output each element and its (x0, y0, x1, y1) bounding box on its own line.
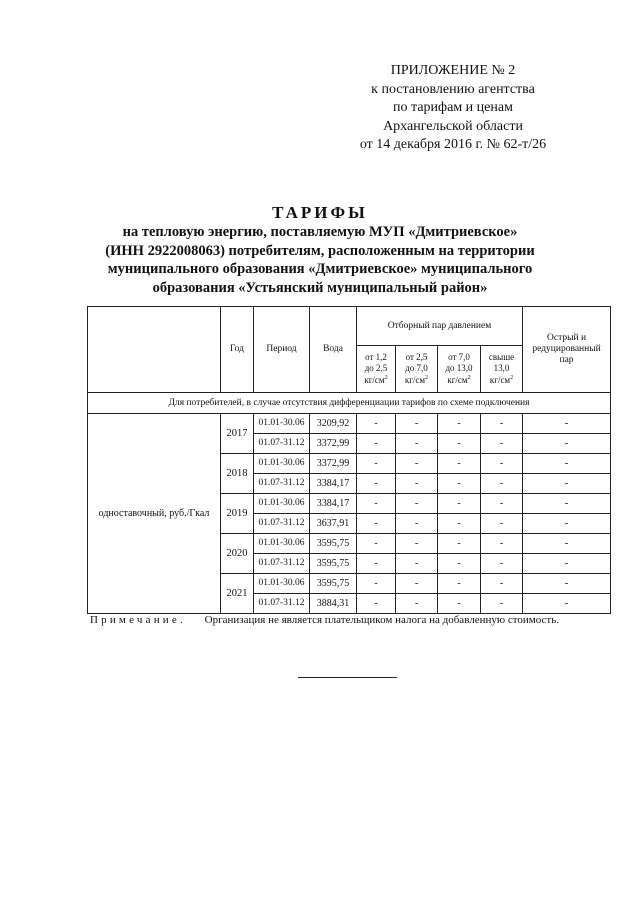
appendix-line: Архангельской области (383, 118, 523, 134)
steam-tariff-cell: - (438, 414, 481, 434)
steam-tariff-cell: - (396, 454, 438, 474)
steam-tariff-cell: - (481, 454, 523, 474)
steam-tariff-cell: - (438, 494, 481, 514)
steam-tariff-cell: - (438, 594, 481, 614)
header-steam-group: Отборный пар давлением (357, 307, 523, 346)
water-tariff-cell: 3384,17 (310, 494, 357, 514)
water-tariff-cell: 3595,75 (310, 574, 357, 594)
subtitle-line: (ИНН 2922008063) потребителям, расположенным на территории (105, 242, 535, 259)
water-tariff-cell: 3595,75 (310, 534, 357, 554)
year-cell: 2020 (221, 534, 254, 574)
water-tariff-cell: 3384,17 (310, 474, 357, 494)
header-empty-cell (88, 307, 221, 393)
sharp-steam-tariff-cell: - (523, 494, 611, 514)
appendix-line: по тарифам и ценам (393, 100, 513, 115)
water-tariff-cell: 3637,91 (310, 514, 357, 534)
water-tariff-cell: 3884,31 (310, 594, 357, 614)
sharp-steam-tariff-cell: - (523, 434, 611, 454)
steam-tariff-cell: - (438, 574, 481, 594)
subtitle-line: на тепловую энергию, поставляемую МУП «Дмитриевское» (122, 224, 518, 240)
table-group-row (88, 393, 611, 414)
period-cell: 01.01-30.06 (254, 574, 310, 594)
steam-tariff-cell: - (481, 474, 523, 494)
document-subtitle (80, 223, 560, 297)
divider-line (298, 677, 397, 678)
water-tariff-cell: 3595,75 (310, 554, 357, 574)
year-cell: 2018 (221, 454, 254, 494)
steam-tariff-cell: - (357, 594, 396, 614)
consumer-group-label: Для потребителей, в случае отсутствия дифференциации тарифов по схеме подключения (88, 393, 611, 414)
sharp-steam-tariff-cell: - (523, 554, 611, 574)
water-tariff-cell: 3209,92 (310, 414, 357, 434)
steam-tariff-cell: - (438, 554, 481, 574)
steam-tariff-cell: - (357, 534, 396, 554)
table-row (88, 414, 611, 434)
sharp-steam-tariff-cell: - (523, 454, 611, 474)
water-tariff-cell: 3372,99 (310, 434, 357, 454)
steam-tariff-cell: - (396, 554, 438, 574)
header-water: Вода (310, 307, 357, 393)
steam-tariff-cell: - (438, 514, 481, 534)
period-cell: 01.07-31.12 (254, 514, 310, 534)
period-cell: 01.01-30.06 (254, 494, 310, 514)
period-cell: 01.07-31.12 (254, 554, 310, 574)
steam-tariff-cell: - (481, 574, 523, 594)
year-cell: 2021 (221, 574, 254, 614)
steam-tariff-cell: - (357, 554, 396, 574)
steam-tariff-cell: - (396, 434, 438, 454)
steam-tariff-cell: - (481, 414, 523, 434)
steam-tariff-cell: - (357, 454, 396, 474)
year-cell: 2017 (221, 414, 254, 454)
steam-tariff-cell: - (396, 514, 438, 534)
subtitle-line: муниципального образования «Дмитриевское» муниципального (107, 261, 533, 277)
header-steam-col: от 7,0 до 13,0 $кг/см^2$ (438, 346, 481, 393)
steam-tariff-cell: - (396, 534, 438, 554)
subtitle-line: образования «Устьянский муниципальный район» (152, 279, 488, 296)
note-label: Примечание. (90, 614, 186, 626)
steam-tariff-cell: - (396, 494, 438, 514)
sharp-steam-tariff-cell: - (523, 534, 611, 554)
steam-tariff-cell: - (481, 514, 523, 534)
tariff-table (87, 306, 611, 614)
steam-tariff-cell: - (438, 534, 481, 554)
period-cell: 01.01-30.06 (254, 454, 310, 474)
header-steam-col: от 1,2 до 2,5 $кг/см^2$ (357, 346, 396, 393)
sharp-steam-tariff-cell: - (523, 594, 611, 614)
year-cell: 2019 (221, 494, 254, 534)
sharp-steam-tariff-cell: - (523, 414, 611, 434)
header-steam-col: свыше 13,0 $кг/см^2$ (481, 346, 523, 393)
appendix-line: ПРИЛОЖЕНИЕ № 2 (390, 63, 516, 78)
steam-tariff-cell: - (438, 474, 481, 494)
steam-tariff-cell: - (396, 574, 438, 594)
steam-tariff-cell: - (357, 414, 396, 434)
header-sharp-steam: Острый и редуцированный пар (523, 307, 611, 393)
tariff-category: одноставочный, руб./Гкал (88, 414, 221, 614)
period-cell: 01.07-31.12 (254, 434, 310, 454)
steam-tariff-cell: - (357, 574, 396, 594)
water-tariff-cell: 3372,99 (310, 454, 357, 474)
appendix-header (338, 62, 568, 155)
appendix-line: к постановлению агентства (371, 81, 535, 97)
period-cell: 01.07-31.12 (254, 474, 310, 494)
steam-tariff-cell: - (481, 554, 523, 574)
header-period: Период (254, 307, 310, 393)
sharp-steam-tariff-cell: - (523, 474, 611, 494)
steam-tariff-cell: - (438, 454, 481, 474)
steam-tariff-cell: - (357, 434, 396, 454)
steam-tariff-cell: - (481, 434, 523, 454)
sharp-steam-tariff-cell: - (523, 514, 611, 534)
steam-tariff-cell: - (396, 474, 438, 494)
steam-tariff-cell: - (481, 534, 523, 554)
document-title: ТАРИФЫ (272, 203, 368, 222)
header-year: Год (221, 307, 254, 393)
period-cell: 01.01-30.06 (254, 414, 310, 434)
period-cell: 01.01-30.06 (254, 534, 310, 554)
note-text: Организация не является плательщиком налога на добавленную стоимость. (204, 614, 559, 626)
steam-tariff-cell: - (357, 494, 396, 514)
steam-tariff-cell: - (481, 594, 523, 614)
header-steam-col: от 2,5 до 7,0 $кг/см^2$ (396, 346, 438, 393)
document-title-block (80, 203, 560, 297)
table-header-row (88, 307, 611, 346)
steam-tariff-cell: - (438, 434, 481, 454)
steam-tariff-cell: - (396, 414, 438, 434)
steam-tariff-cell: - (481, 494, 523, 514)
footnote (90, 614, 610, 626)
sharp-steam-tariff-cell: - (523, 574, 611, 594)
period-cell: 01.07-31.12 (254, 594, 310, 614)
steam-tariff-cell: - (357, 514, 396, 534)
steam-tariff-cell: - (396, 594, 438, 614)
steam-tariff-cell: - (357, 474, 396, 494)
appendix-line: от 14 декабря 2016 г. № 62-т/26 (359, 137, 547, 152)
